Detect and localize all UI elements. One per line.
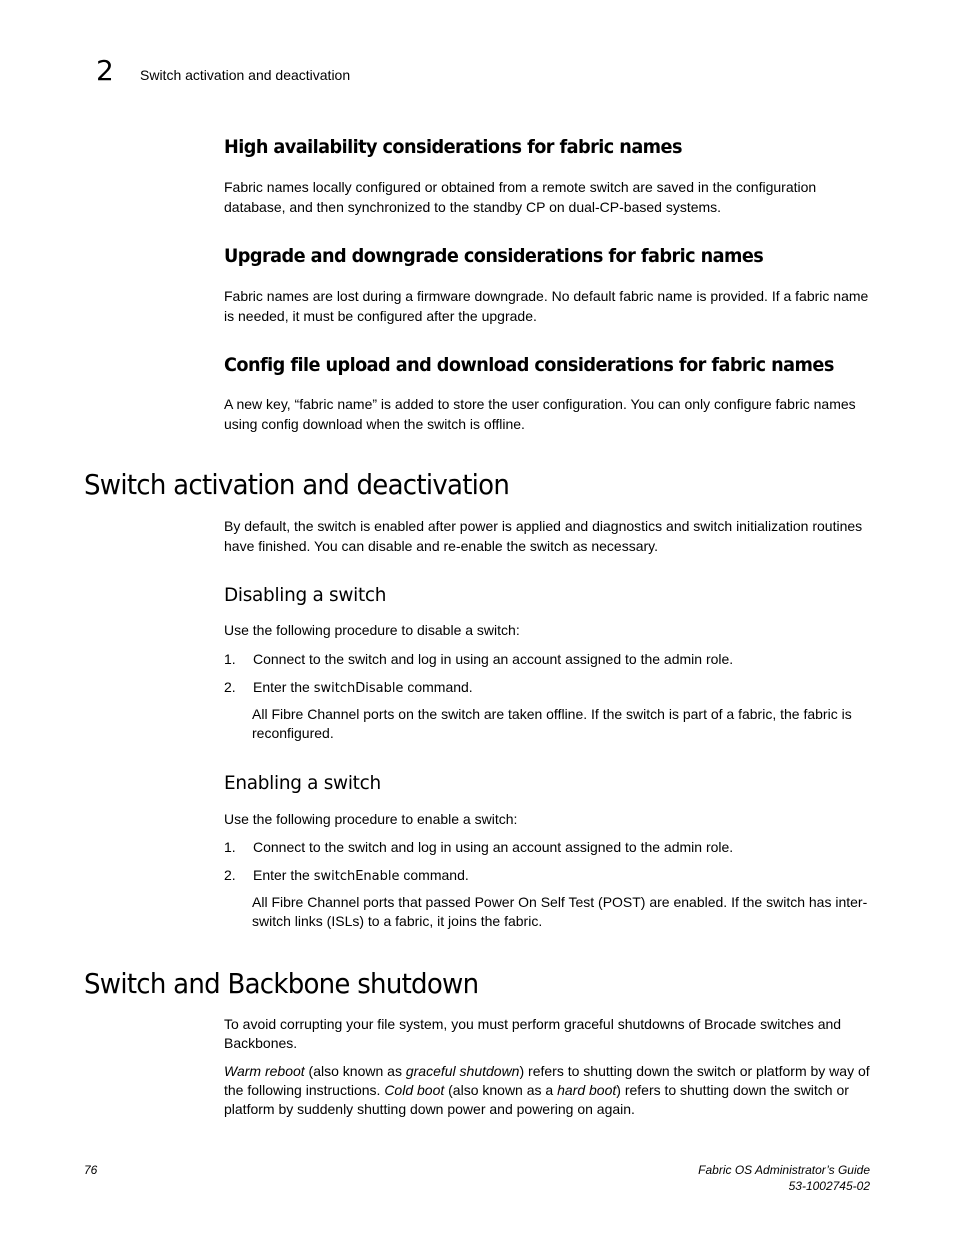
command-switchdisable: switchDisable [313,681,404,696]
paragraph-disabling-intro: Use the following procedure to disable a switch: [224,622,520,638]
heading-enabling-switch: Enabling a switch [224,772,381,794]
heading-disabling-switch: Disabling a switch [224,584,387,606]
paragraph-enabling-intro: Use the following procedure to enable a switch: [224,811,518,827]
chapter-number: 2 [96,54,114,87]
paragraph-shutdown-intro: To avoid corrupting your file system, you must perform graceful shutdowns of Brocade switches and Backbones. [224,1016,842,1051]
step-number: 1. [224,651,236,667]
step-text-suffix: command. [399,867,469,883]
paragraph-switch-activation: By default, the switch is enabled after power is applied and diagnostics and switch initialization routines have finished. You can disable and re-enable the switch as necessary. [224,518,863,554]
step-text-prefix: Enter the [253,679,314,695]
footer-page-number: 76 [84,1163,98,1177]
heading-upgrade-fabric-names: Upgrade and downgrade considerations for fabric names [224,245,764,267]
paragraph-disable-note: All Fibre Channel ports on the switch are taken offline. If the switch is part of a fabric, the fabric is reconfigured. [252,706,852,741]
term-cold-boot: Cold boot [384,1082,445,1098]
paragraph-ha-fabric-names: Fabric names locally configured or obtained from a remote switch are saved in the configuration database, and then synchronized to the standby CP on dual-CP-based systems. [224,179,817,215]
heading-switch-backbone-shutdown: Switch and Backbone shutdown [84,967,479,1000]
step-text: Connect to the switch and log in using an account assigned to the admin role. [253,839,734,855]
paragraph-config-fabric-names: A new key, “fabric name” is added to store the user configuration. You can only configure fabric names using config download when the switch is offline. [224,396,856,432]
footer-guide-title: Fabric OS Administrator’s Guide [698,1163,870,1177]
text-run: (also known as a [444,1082,558,1098]
step-text: Connect to the switch and log in using an account assigned to the admin role. [253,651,734,667]
text-run: ) refers to shutting down the switch or platform by suddenly shutting down power and powering on again. [224,1082,849,1117]
paragraph-enable-note: All Fibre Channel ports that passed Power On Self Test (POST) are enabled. If the switch has inter-switch links (ISLs) to a fabric, it joins the fabric. [252,894,868,929]
step-number: 2. [224,867,236,883]
step-number: 2. [224,679,236,695]
heading-ha-fabric-names: High availability considerations for fabric names [224,136,682,158]
paragraph-upgrade-fabric-names: Fabric names are lost during a firmware downgrade. No default fabric name is provided. If a fabric name is needed, it must be configured after the upgrade. [224,288,869,324]
paragraph-shutdown-definitions [224,1062,874,1119]
term-warm-reboot: Warm reboot [224,1063,305,1079]
running-header-title: Switch activation and deactivation [140,67,351,83]
step-text [253,677,873,699]
step-text-suffix: command. [403,679,473,695]
heading-switch-activation: Switch activation and deactivation [84,468,510,501]
step-text-prefix: Enter the [253,867,314,883]
text-run: (also known as [304,1063,406,1079]
term-graceful-shutdown: graceful shutdown [405,1063,520,1079]
footer-doc-number: 53-1002745-02 [788,1179,870,1193]
term-hard-boot: hard boot [557,1082,617,1098]
heading-config-fabric-names: Config file upload and download considerations for fabric names [224,354,834,376]
step-text [253,865,873,887]
command-switchenable: switchEnable [313,869,400,884]
text-run: ) refers to shutting down the switch or platform by way of the following instructions. [224,1063,870,1098]
footer-guide-info [698,1162,870,1194]
step-number: 1. [224,839,236,855]
